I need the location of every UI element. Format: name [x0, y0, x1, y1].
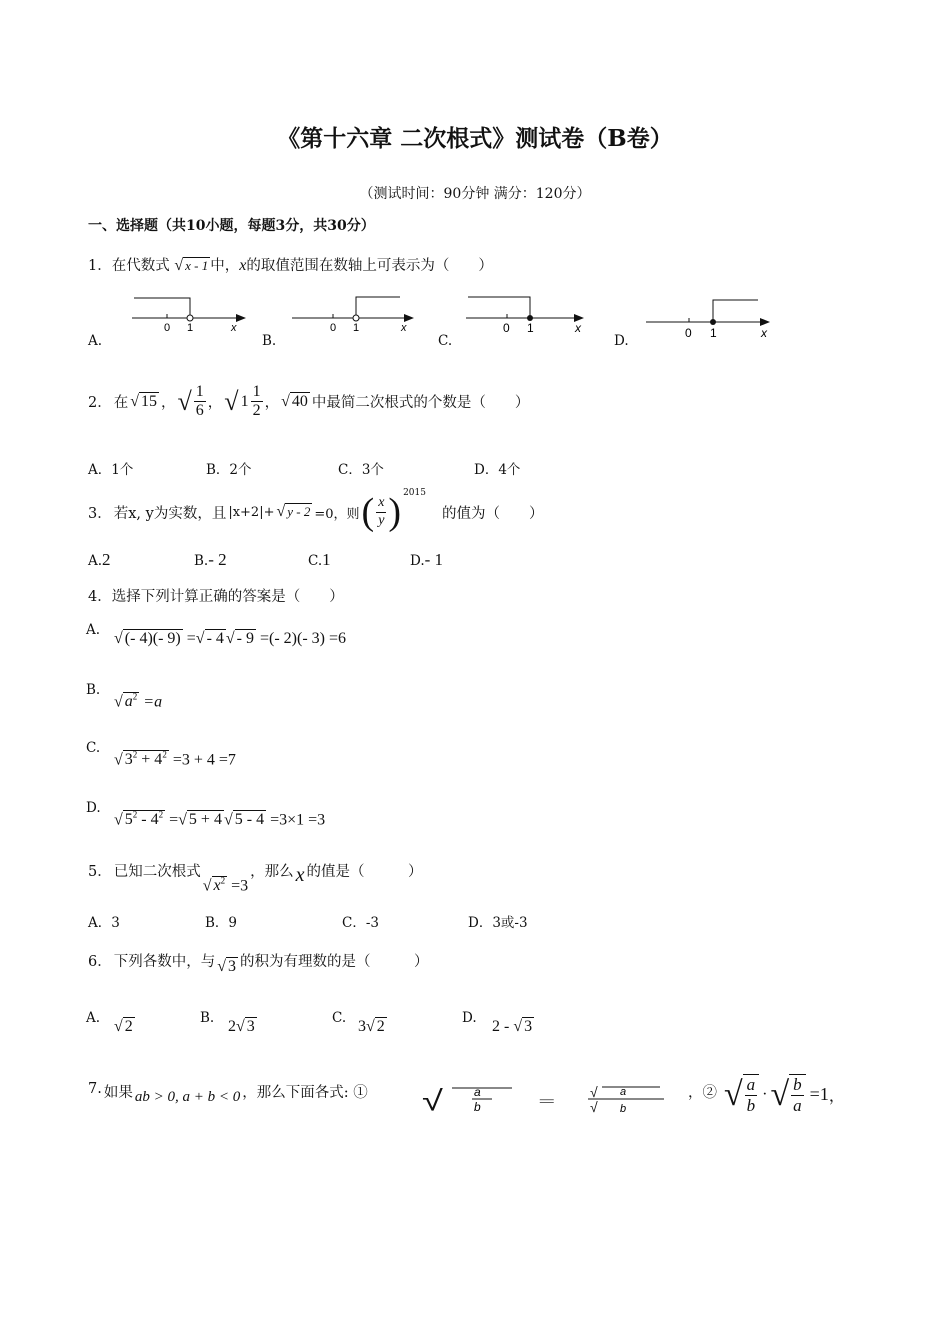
q1-option-d-label: D. — [614, 333, 629, 349]
q2-radical-40: √ 40 — [281, 392, 308, 410]
q1-option-a-numberline — [124, 292, 249, 337]
svg-text:x: x — [761, 326, 767, 340]
q2-option-b: B．2个 — [206, 462, 252, 478]
q6-option-a-label: A. — [86, 1010, 101, 1026]
q2-option-d: D．4个 — [474, 462, 521, 478]
q6-option-c-expr: 3√ 2 — [358, 1018, 385, 1035]
q4-option-d-expr: √ $5^2 - 4^2$ =√ 5 + 4 √ 5 - 4 =3×1 =3 — [114, 810, 326, 829]
question-5: 5． 已知二次根式 √ $x^2 =3$ ，那么 x 的值是（ ） — [88, 864, 423, 894]
q4-option-a-label: A. — [86, 622, 101, 638]
q3-option-d: D.- 1 — [410, 550, 444, 569]
q2-fraction-1-2: $\frac{1}{2}$ — [252, 383, 261, 420]
q4-option-a-expr: √ (- 4)(- 9) =√ - 4 √ - 9 =(- 2)(- 3) =6 — [114, 630, 347, 647]
q6-option-b-label: B. — [200, 1010, 215, 1026]
question-6: 6． 下列各数中，与 √ 3 的积为有理数的是（ ） — [88, 954, 429, 975]
q6-option-d-label: D. — [462, 1010, 477, 1026]
svg-text:√: √ — [590, 1084, 598, 1100]
q7-condition: ab > 0, a + b < 0 — [134, 1089, 241, 1105]
svg-text:x: x — [575, 321, 581, 335]
q3-option-b: B.- 2 — [194, 550, 227, 569]
q6-option-d-expr: 2 - √ 3 — [492, 1018, 533, 1035]
q2-option-a: A．1个 — [88, 462, 134, 478]
svg-text:0: 0 — [685, 326, 692, 340]
q3-option-c: C.1 — [308, 550, 331, 569]
q3-option-a: A.2 — [88, 550, 111, 569]
q5-option-a: A．3 — [88, 915, 120, 931]
q4-option-c-expr: √ $3^2 + 4^2 =3 + 4 =7$ — [114, 750, 236, 769]
q3-exponent: 2015 — [403, 488, 426, 498]
q5-option-d: D．3或-3 — [468, 915, 528, 931]
question-4: 4．选择下列计算正确的答案是（ ） — [88, 589, 344, 605]
q5-option-b: B．9 — [205, 915, 238, 931]
q4-option-c-label: C. — [86, 740, 101, 756]
section-heading: 一、选择题（共10小题，每题3分，共30分） — [88, 218, 375, 234]
q7-expression-2: √ $\frac{a}{b}$ · √ $\frac{b}{a}$ =1 ， — [724, 1075, 845, 1115]
q3-radical: √ y - 2 — [276, 503, 311, 520]
q4-option-b-label: B. — [86, 682, 101, 698]
svg-text:√: √ — [422, 1085, 443, 1118]
svg-text:√: √ — [590, 1099, 598, 1115]
q6-radical: √ 3 — [217, 958, 237, 975]
svg-text:0: 0 — [503, 321, 510, 335]
svg-text:0: 0 — [164, 322, 171, 334]
q1-option-a-label: A. — [88, 333, 103, 349]
q6-option-c-label: C. — [332, 1010, 347, 1026]
svg-text:x: x — [231, 322, 237, 334]
svg-text:=: = — [538, 1095, 556, 1107]
q2-fraction-1-6: $\frac{1}{6}$ — [195, 383, 204, 420]
svg-text:1: 1 — [353, 322, 360, 334]
svg-text:1: 1 — [187, 322, 194, 334]
q3-fraction: $\frac{x}{y}$ — [378, 495, 385, 528]
q5-radical: √ $x^2 =3$ — [202, 875, 249, 894]
q2-radical-15: √ 15 — [130, 392, 158, 410]
svg-text:a: a — [620, 1086, 627, 1098]
page-title: 《第十六章 二次根式》测试卷（B卷） — [277, 125, 673, 152]
svg-text:x: x — [401, 322, 407, 334]
q1-option-d-numberline — [642, 292, 777, 342]
svg-text:a: a — [474, 1085, 481, 1099]
q1-option-c-numberline — [462, 292, 592, 337]
q4-option-d-label: D. — [86, 800, 101, 816]
q6-option-a-expr: √ 2 — [114, 1018, 133, 1035]
svg-text:b: b — [620, 1103, 627, 1115]
test-info: （测试时间：90分钟 满分：120分） — [359, 186, 591, 202]
question-1: 1．在代数式 √ x - 1 中，x的取值范围在数轴上可表示为（ ） — [88, 257, 493, 274]
question-3: 3． 若x, y为实数，且 |x+2|+ √ y - 2 =0，则 ( $\frac{x}{y}$ ) 2015 的值为（ ） — [88, 488, 544, 533]
q5-option-c: C．-3 — [342, 915, 379, 931]
svg-text:0: 0 — [330, 322, 337, 334]
svg-text:b: b — [474, 1100, 481, 1114]
q1-radical: √ x - 1 — [174, 257, 209, 274]
q4-option-b-expr: √ $a^2 =a$ — [114, 692, 163, 711]
q1-option-b-numberline — [288, 292, 418, 337]
svg-text:1: 1 — [527, 321, 534, 335]
q1-option-c-label: C. — [438, 333, 453, 349]
q7-circle-2: ，② — [688, 1085, 717, 1101]
q1-option-b-label: B. — [262, 333, 277, 349]
q7-expression-1 — [420, 1082, 670, 1118]
q2-option-c: C．3个 — [338, 462, 384, 478]
question-2: 2． 在 √ 15 ， √ $\frac{1}{6}$ ， √ 1 $\frac{1}{2}$ ， √ 40 中最简二次根式的个数是（ ） — [88, 383, 530, 420]
svg-text:1: 1 — [710, 326, 717, 340]
q6-option-b-expr: 2√ 3 — [228, 1018, 255, 1035]
question-7: 7. 如果 ab > 0, a + b < 0 ，那么下面各式: ① — [88, 1081, 368, 1105]
